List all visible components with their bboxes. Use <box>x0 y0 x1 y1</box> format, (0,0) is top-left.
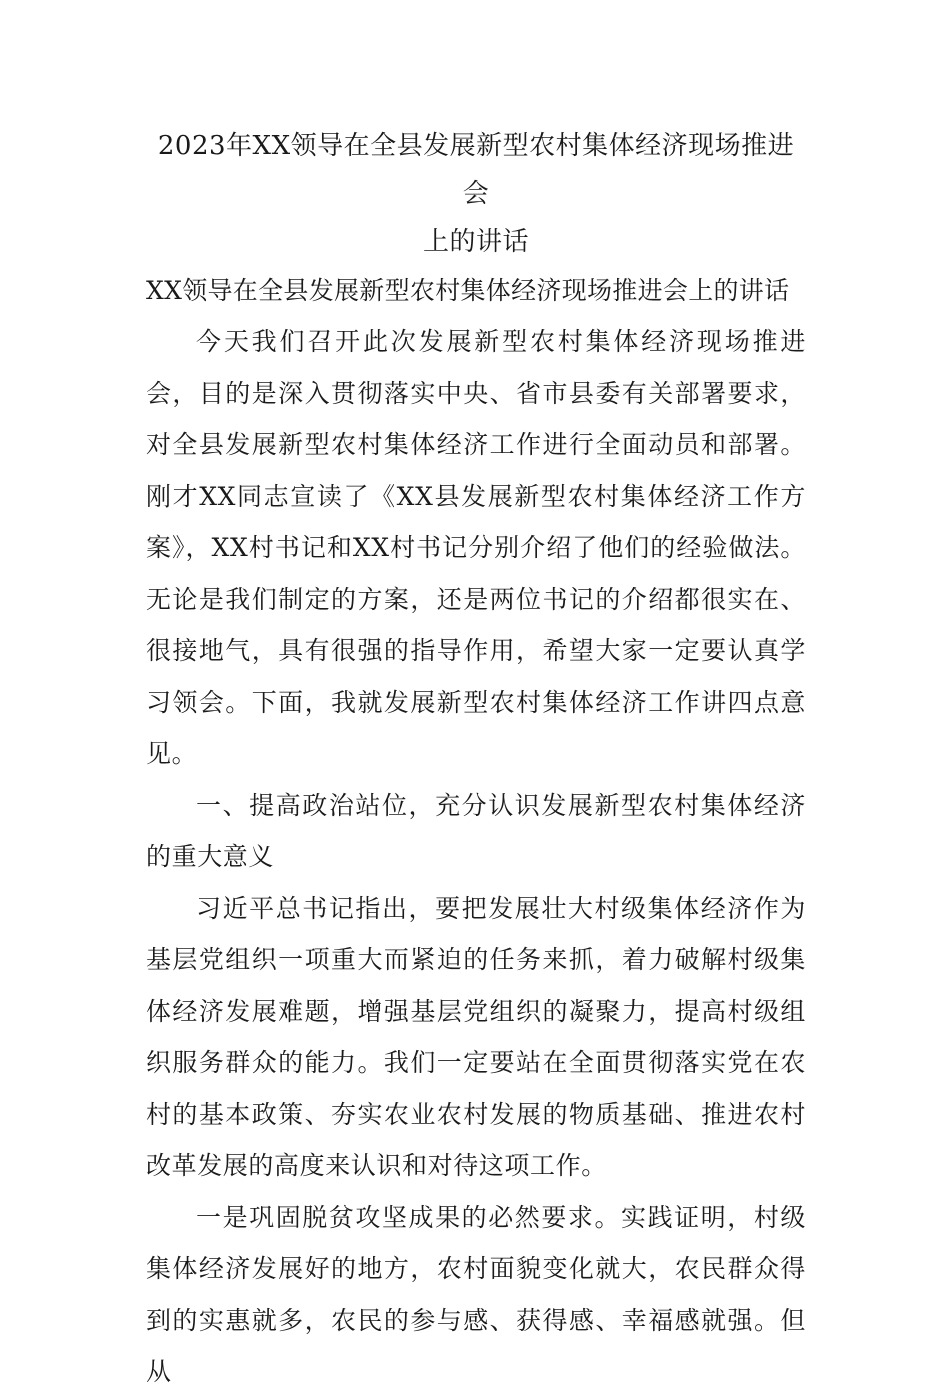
paragraph-intro: 今天我们召开此次发展新型农村集体经济现场推进会，目的是深入贯彻落实中央、省市县委有关部署要求，对全县发展新型农村集体经济工作进行全面动员和部署。刚才XX同志宣读了《XX县发展新型农村集体经济工作方案》，XX村书记和XX村书记分别介绍了他们的经验做法。无论是我们制定的方案，还是两位书记的介绍都很实在、很接地气，具有很强的指导作用，希望大家一定要认真学习领会。下面，我就发展新型农村集体经济工作讲四点意见。 <box>146 327 806 768</box>
document-title <box>146 122 806 266</box>
section-heading-1: 一、提高政治站位，充分认识发展新型农村集体经济的重大意义 <box>146 790 806 871</box>
paragraph-point-1: 一是巩固脱贫攻坚成果的必然要求。实践证明，村级集体经济发展好的地方，农村面貌变化就大，农民群众得到的实惠就多，农民的参与感、获得感、幸福感就强。但从 <box>146 1202 806 1386</box>
document-page <box>146 122 806 1398</box>
title-line-2: 上的讲话 <box>422 227 529 257</box>
title-line-1: 2023年XX领导在全县发展新型农村集体经济现场推进会 <box>157 131 795 209</box>
document-subtitle: XX领导在全县发展新型农村集体经济现场推进会上的讲话 <box>146 276 790 305</box>
paragraph-section-1: 习近平总书记指出，要把发展壮大村级集体经济作为基层党组织一项重大而紧迫的任务来抓，着力破解村级集体经济发展难题，增强基层党组织的凝聚力，提高村级组织服务群众的能力。我们一定要站在全面贯彻落实党在农村的基本政策、夯实农业农村发展的物质基础、推进农村改革发展的高度来认识和对待这项工作。 <box>146 893 806 1180</box>
